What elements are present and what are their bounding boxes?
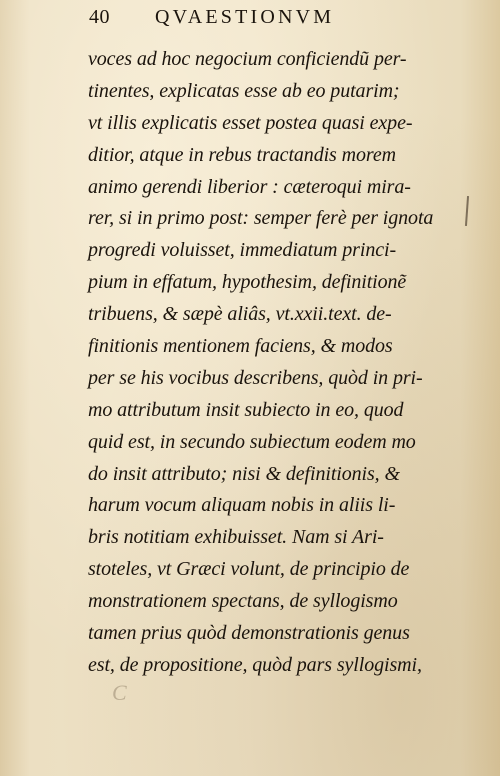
page-header — [89, 6, 429, 32]
text-line: per se his vocibus describens, quòd in pri- — [88, 366, 423, 389]
text-line: do insit attributo; nisi & definitionis, & — [88, 462, 400, 485]
text-line: tamen prius quòd demonstrationis genus — [88, 622, 410, 645]
page-number: 40 — [89, 6, 110, 28]
text-line: ditior, atque in rebus tractandis morem — [88, 143, 396, 166]
text-line: mo attributum insit subiecto in eo, quod — [88, 398, 404, 421]
text-line: animo gerendi liberior : cæteroqui mira- — [88, 175, 411, 198]
text-line: stoteles, vt Græci volunt, de principio de — [88, 558, 410, 581]
body-text — [88, 44, 458, 682]
marginal-mark — [465, 196, 469, 226]
text-line: finitionis mentionem faciens, & modos — [88, 335, 393, 358]
text-line: voces ad hoc negocium conficiendũ per- — [88, 48, 407, 70]
catchword: C — [112, 680, 137, 705]
text-line: tinentes, explicatas esse ab eo putarim; — [88, 79, 400, 102]
text-line: pium in effatum, hypothesim, definitionẽ — [88, 271, 407, 294]
text-line: monstrationem spectans, de syllogismo — [88, 590, 398, 613]
text-line: harum vocum aliquam nobis in aliis li- — [88, 494, 396, 517]
text-line: est, de propositione, quòd pars syllogismi, — [88, 653, 422, 676]
text-line: rer, si in primo post: semper ferè per ignota — [88, 207, 434, 230]
text-line: quid est, in secundo subiectum eodem mo — [88, 430, 416, 453]
text-line: vt illis explicatis esset postea quasi expe- — [88, 111, 413, 134]
text-line: progredi voluisset, immediatum princi- — [88, 239, 397, 262]
text-line: bris notitiam exhibuisset. Nam si Ari- — [88, 526, 384, 549]
text-line: tribuens, & sæpè aliâs, vt.xxii.text. de- — [88, 303, 392, 326]
running-head: QVAESTIONVM — [155, 6, 335, 28]
